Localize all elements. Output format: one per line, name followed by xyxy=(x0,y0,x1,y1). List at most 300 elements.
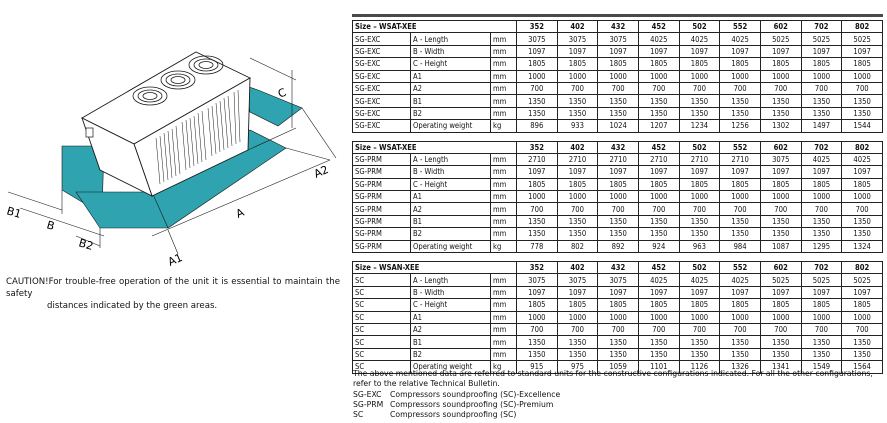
row-parameter: A2 xyxy=(411,82,491,94)
definition-code: SC xyxy=(353,410,364,419)
table-cell-value: 1097 xyxy=(679,166,720,178)
table-cell-value: 4025 xyxy=(679,33,720,45)
table-cell-value: 5025 xyxy=(760,274,801,286)
row-parameter: A1 xyxy=(411,191,491,203)
table-cell-value: 2710 xyxy=(720,153,761,165)
row-unit: mm xyxy=(491,323,517,335)
row-code: SG-PRM xyxy=(353,178,411,190)
table-cell-value: 1350 xyxy=(760,336,801,348)
table-cell-value: 1350 xyxy=(638,228,679,240)
table-cell-value: 1350 xyxy=(598,336,639,348)
row-unit: mm xyxy=(491,286,517,298)
table-cell-value: 1350 xyxy=(801,348,842,360)
model-column-header: 452 xyxy=(638,262,679,274)
table-row xyxy=(353,82,883,94)
table-cell-value: 1350 xyxy=(598,215,639,227)
table-row xyxy=(353,311,883,323)
table-cell-value: 1350 xyxy=(638,107,679,119)
table-cell-value: 700 xyxy=(842,203,883,215)
table-cell-value: 1000 xyxy=(557,70,598,82)
table-cell-value: 1097 xyxy=(557,286,598,298)
table-cell-value: 1097 xyxy=(720,166,761,178)
table-cell-value: 1350 xyxy=(720,348,761,360)
table-cell-value: 1000 xyxy=(801,191,842,203)
table-cell-value: 1805 xyxy=(638,299,679,311)
table-cell-value: 1805 xyxy=(842,299,883,311)
table-cell-value: 1805 xyxy=(760,58,801,70)
row-code: SG-PRM xyxy=(353,203,411,215)
table-cell-value: 896 xyxy=(517,120,558,132)
table-row xyxy=(353,58,883,70)
table-cell-value: 700 xyxy=(517,323,558,335)
row-parameter: C - Height xyxy=(411,299,491,311)
model-column-header: 402 xyxy=(557,21,598,33)
table-cell-value: 1350 xyxy=(801,215,842,227)
table-cell-value: 1805 xyxy=(842,178,883,190)
row-unit: mm xyxy=(491,70,517,82)
row-unit: mm xyxy=(491,191,517,203)
table-cell-value: 1000 xyxy=(760,191,801,203)
table-cell-value: 5025 xyxy=(801,274,842,286)
row-code: SG-PRM xyxy=(353,240,411,252)
table-cell-value: 1000 xyxy=(720,70,761,82)
table-cell-value: 4025 xyxy=(679,274,720,286)
table-cell-value: 1350 xyxy=(517,228,558,240)
table-cell-value: 1805 xyxy=(598,58,639,70)
row-code: SC xyxy=(353,311,411,323)
table-cell-value: 3075 xyxy=(598,274,639,286)
table-cell-value: 1097 xyxy=(760,286,801,298)
dim-label-b: B xyxy=(45,218,57,233)
table-cell-value: 1805 xyxy=(638,178,679,190)
table-row xyxy=(353,274,883,286)
notes xyxy=(353,369,883,420)
row-code: SC xyxy=(353,348,411,360)
table-cell-value: 892 xyxy=(598,240,639,252)
table-cell-value: 1350 xyxy=(638,348,679,360)
table-cell-value: 700 xyxy=(679,323,720,335)
row-unit: mm xyxy=(491,58,517,70)
model-column-header: 352 xyxy=(517,21,558,33)
row-unit: mm xyxy=(491,311,517,323)
dimension-tables xyxy=(352,20,883,374)
model-column-header: 702 xyxy=(801,21,842,33)
table-cell-value: 4025 xyxy=(638,274,679,286)
table-cell-value: 1805 xyxy=(598,299,639,311)
dim-label-c: C xyxy=(275,85,289,101)
row-code: SG-PRM xyxy=(353,153,411,165)
row-parameter: B1 xyxy=(411,336,491,348)
notes-text: The above mentioned data are referred to standard units for the constructive configurations indicated. For all the other configurations, refer to the relative Technical Bulletin. xyxy=(353,369,873,388)
row-code: SC xyxy=(353,274,411,286)
unit-clearance-diagram xyxy=(0,0,352,272)
table-cell-value: 4025 xyxy=(801,153,842,165)
row-parameter: C - Height xyxy=(411,58,491,70)
table-cell-value: 1097 xyxy=(598,286,639,298)
row-parameter: Operating weight xyxy=(411,240,491,252)
table-row xyxy=(353,299,883,311)
table-cell-value: 1295 xyxy=(801,240,842,252)
table-cell-value: 1350 xyxy=(557,215,598,227)
table-cell-value: 1087 xyxy=(760,240,801,252)
table-cell-value: 1805 xyxy=(720,299,761,311)
model-column-header: 402 xyxy=(557,262,598,274)
model-column-header: 432 xyxy=(598,141,639,153)
table-cell-value: 4025 xyxy=(720,33,761,45)
table-cell-value: 1024 xyxy=(598,120,639,132)
table-cell-value: 1805 xyxy=(598,178,639,190)
table-cell-value: 700 xyxy=(557,323,598,335)
table-cell-value: 1326 xyxy=(720,361,761,373)
table-title: Size – WSAT-XEE xyxy=(353,141,517,153)
table-cell-value: 700 xyxy=(517,82,558,94)
table-cell-value: 1000 xyxy=(760,311,801,323)
table-cell-value: 4025 xyxy=(720,274,761,286)
model-column-header: 802 xyxy=(842,21,883,33)
row-parameter: A - Length xyxy=(411,153,491,165)
table-cell-value: 1097 xyxy=(517,45,558,57)
dim-label-a1: A1 xyxy=(165,250,185,269)
table-cell-value: 1350 xyxy=(598,95,639,107)
table-cell-value: 1097 xyxy=(801,166,842,178)
spec-table xyxy=(352,141,883,254)
row-unit: kg xyxy=(491,240,517,252)
table-cell-value: 700 xyxy=(517,203,558,215)
model-column-header: 432 xyxy=(598,21,639,33)
table-cell-value: 1350 xyxy=(557,336,598,348)
row-unit: mm xyxy=(491,348,517,360)
table-cell-value: 1097 xyxy=(842,45,883,57)
row-code: SC xyxy=(353,286,411,298)
table-cell-value: 3075 xyxy=(557,274,598,286)
table-cell-value: 1341 xyxy=(760,361,801,373)
table-row xyxy=(353,323,883,335)
table-cell-value: 1350 xyxy=(842,107,883,119)
table-cell-value: 1324 xyxy=(842,240,883,252)
row-code: SG-EXC xyxy=(353,107,411,119)
row-code: SG-EXC xyxy=(353,45,411,57)
table-cell-value: 1126 xyxy=(679,361,720,373)
table-row xyxy=(353,240,883,252)
table-cell-value: 1097 xyxy=(557,166,598,178)
model-column-header: 602 xyxy=(760,262,801,274)
table-cell-value: 1805 xyxy=(517,299,558,311)
table-cell-value: 3075 xyxy=(517,274,558,286)
table-cell-value: 1805 xyxy=(801,178,842,190)
clearance-area-a2 xyxy=(246,86,302,126)
table-cell-value: 700 xyxy=(598,82,639,94)
row-parameter: Operating weight xyxy=(411,120,491,132)
table-cell-value: 1000 xyxy=(720,311,761,323)
table-cell-value: 4025 xyxy=(842,153,883,165)
table-cell-value: 700 xyxy=(842,82,883,94)
row-unit: kg xyxy=(491,361,517,373)
row-code: SG-PRM xyxy=(353,215,411,227)
table-row xyxy=(353,95,883,107)
row-parameter: B1 xyxy=(411,215,491,227)
row-code: SC xyxy=(353,336,411,348)
table-cell-value: 1097 xyxy=(720,45,761,57)
table-cell-value: 1000 xyxy=(638,191,679,203)
table-cell-value: 700 xyxy=(638,323,679,335)
model-column-header: 802 xyxy=(842,262,883,274)
model-column-header: 502 xyxy=(679,21,720,33)
table-cell-value: 802 xyxy=(557,240,598,252)
row-unit: kg xyxy=(491,120,517,132)
table-cell-value: 1350 xyxy=(842,215,883,227)
table-cell-value: 1000 xyxy=(801,311,842,323)
model-column-header: 552 xyxy=(720,141,761,153)
table-cell-value: 1350 xyxy=(517,215,558,227)
table-cell-value: 1097 xyxy=(760,45,801,57)
table-cell-value: 1097 xyxy=(679,45,720,57)
table-cell-value: 1000 xyxy=(720,191,761,203)
table-cell-value: 1097 xyxy=(842,286,883,298)
table-title: Size – WSAN-XEE xyxy=(353,262,517,274)
model-column-header: 352 xyxy=(517,141,558,153)
table-cell-value: 1097 xyxy=(679,286,720,298)
table-row xyxy=(353,228,883,240)
table-row xyxy=(353,178,883,190)
table-row xyxy=(353,33,883,45)
table-cell-value: 1302 xyxy=(760,120,801,132)
row-parameter: Operating weight xyxy=(411,361,491,373)
table-cell-value: 1097 xyxy=(598,45,639,57)
row-parameter: A1 xyxy=(411,311,491,323)
table-cell-value: 3075 xyxy=(557,33,598,45)
caution-line-1: CAUTION!For trouble-free operation of the unit it is essential to maintain the safety xyxy=(6,277,340,299)
table-row xyxy=(353,286,883,298)
table-row xyxy=(353,191,883,203)
definition-description: Compressors soundproofing (SC)-Premium xyxy=(390,400,554,409)
table-cell-value: 1000 xyxy=(679,70,720,82)
model-column-header: 602 xyxy=(760,141,801,153)
table-cell-value: 1350 xyxy=(638,95,679,107)
table-cell-value: 1544 xyxy=(842,120,883,132)
table-cell-value: 700 xyxy=(760,82,801,94)
table-cell-value: 1000 xyxy=(517,70,558,82)
table-cell-value: 1000 xyxy=(517,191,558,203)
spec-table xyxy=(352,20,883,133)
row-unit: mm xyxy=(491,178,517,190)
table-cell-value: 1350 xyxy=(801,107,842,119)
definition-description: Compressors soundproofing (SC)-Excellence xyxy=(390,390,561,399)
table-cell-value: 2710 xyxy=(517,153,558,165)
table-cell-value: 1805 xyxy=(517,178,558,190)
definition-code: SG-EXC xyxy=(353,390,382,399)
table-cell-value: 1805 xyxy=(679,58,720,70)
table-cell-value: 1000 xyxy=(638,311,679,323)
table-cell-value: 1350 xyxy=(638,336,679,348)
table-cell-value: 700 xyxy=(720,323,761,335)
table-cell-value: 1097 xyxy=(720,286,761,298)
row-parameter: A - Length xyxy=(411,33,491,45)
table-cell-value: 1350 xyxy=(638,215,679,227)
table-cell-value: 1805 xyxy=(760,178,801,190)
table-cell-value: 5025 xyxy=(842,33,883,45)
table-header-row xyxy=(353,262,883,274)
caution-note xyxy=(6,276,340,312)
table-cell-value: 1805 xyxy=(760,299,801,311)
table-cell-value: 1350 xyxy=(720,215,761,227)
table-cell-value: 700 xyxy=(842,323,883,335)
table-cell-value: 1805 xyxy=(720,178,761,190)
table-cell-value: 1000 xyxy=(638,70,679,82)
table-cell-value: 1000 xyxy=(842,191,883,203)
definition-item xyxy=(353,390,883,400)
table-cell-value: 1805 xyxy=(842,58,883,70)
table-cell-value: 1350 xyxy=(842,348,883,360)
table-cell-value: 1350 xyxy=(760,348,801,360)
table-cell-value: 1805 xyxy=(801,299,842,311)
table-cell-value: 1350 xyxy=(679,107,720,119)
row-parameter: C - Height xyxy=(411,178,491,190)
row-code: SG-EXC xyxy=(353,95,411,107)
model-column-header: 352 xyxy=(517,262,558,274)
table-cell-value: 2710 xyxy=(679,153,720,165)
table-cell-value: 2710 xyxy=(638,153,679,165)
definition-code: SG-PRM xyxy=(353,400,384,409)
table-cell-value: 1000 xyxy=(679,311,720,323)
model-column-header: 452 xyxy=(638,141,679,153)
table-cell-value: 1497 xyxy=(801,120,842,132)
table-row xyxy=(353,120,883,132)
table-cell-value: 1207 xyxy=(638,120,679,132)
table-header-row xyxy=(353,21,883,33)
table-top-rule xyxy=(352,14,883,17)
table-cell-value: 1805 xyxy=(801,58,842,70)
table-cell-value: 1350 xyxy=(598,228,639,240)
dim-label-b2: B2 xyxy=(77,236,95,253)
row-code: SG-EXC xyxy=(353,58,411,70)
row-unit: mm xyxy=(491,82,517,94)
table-cell-value: 1000 xyxy=(842,311,883,323)
table-cell-value: 1350 xyxy=(801,336,842,348)
table-cell-value: 3075 xyxy=(760,153,801,165)
table-cell-value: 1097 xyxy=(760,166,801,178)
table-cell-value: 1350 xyxy=(557,95,598,107)
table-cell-value: 700 xyxy=(760,323,801,335)
model-column-header: 502 xyxy=(679,262,720,274)
table-cell-value: 700 xyxy=(679,82,720,94)
row-parameter: B2 xyxy=(411,107,491,119)
table-cell-value: 1097 xyxy=(598,166,639,178)
row-parameter: B2 xyxy=(411,228,491,240)
table-cell-value: 3075 xyxy=(598,33,639,45)
table-cell-value: 1350 xyxy=(842,228,883,240)
table-cell-value: 5025 xyxy=(801,33,842,45)
model-column-header: 552 xyxy=(720,21,761,33)
table-cell-value: 1805 xyxy=(679,178,720,190)
table-cell-value: 1350 xyxy=(720,228,761,240)
table-row xyxy=(353,166,883,178)
table-cell-value: 1350 xyxy=(517,95,558,107)
row-code: SG-PRM xyxy=(353,191,411,203)
table-cell-value: 1097 xyxy=(557,45,598,57)
row-unit: mm xyxy=(491,336,517,348)
table-cell-value: 1350 xyxy=(517,348,558,360)
model-column-header: 402 xyxy=(557,141,598,153)
dim-label-b1: B1 xyxy=(5,204,23,221)
table-cell-value: 1000 xyxy=(557,311,598,323)
table-row xyxy=(353,203,883,215)
table-cell-value: 1350 xyxy=(679,95,720,107)
row-code: SC xyxy=(353,323,411,335)
row-unit: mm xyxy=(491,33,517,45)
table-cell-value: 700 xyxy=(801,82,842,94)
table-cell-value: 1097 xyxy=(517,166,558,178)
row-parameter: B - Width xyxy=(411,286,491,298)
table-cell-value: 1350 xyxy=(679,348,720,360)
clearance-area-b2 xyxy=(76,192,168,228)
table-cell-value: 700 xyxy=(638,82,679,94)
table-cell-value: 4025 xyxy=(638,33,679,45)
row-code: SC xyxy=(353,361,411,373)
table-cell-value: 1350 xyxy=(679,215,720,227)
table-cell-value: 1000 xyxy=(557,191,598,203)
spec-table xyxy=(352,261,883,374)
table-cell-value: 1350 xyxy=(801,95,842,107)
table-row xyxy=(353,70,883,82)
table-cell-value: 975 xyxy=(557,361,598,373)
table-title: Size – WSAT-XEE xyxy=(353,21,517,33)
dim-label-a2: A2 xyxy=(311,162,331,181)
row-unit: mm xyxy=(491,107,517,119)
table-cell-value: 1350 xyxy=(517,107,558,119)
table-cell-value: 778 xyxy=(517,240,558,252)
row-unit: mm xyxy=(491,153,517,165)
table-cell-value: 700 xyxy=(720,82,761,94)
table-row xyxy=(353,107,883,119)
table-cell-value: 1097 xyxy=(638,286,679,298)
model-column-header: 602 xyxy=(760,21,801,33)
row-parameter: A2 xyxy=(411,323,491,335)
table-cell-value: 1000 xyxy=(679,191,720,203)
table-cell-value: 2710 xyxy=(557,153,598,165)
model-column-header: 452 xyxy=(638,21,679,33)
table-row xyxy=(353,153,883,165)
row-parameter: B - Width xyxy=(411,45,491,57)
table-cell-value: 700 xyxy=(720,203,761,215)
table-cell-value: 1805 xyxy=(557,178,598,190)
table-gap xyxy=(352,253,883,261)
table-cell-value: 1350 xyxy=(760,215,801,227)
dim-label-a: A xyxy=(233,205,247,221)
row-code: SG-EXC xyxy=(353,120,411,132)
table-cell-value: 1350 xyxy=(842,95,883,107)
table-cell-value: 1097 xyxy=(801,286,842,298)
row-code: SG-EXC xyxy=(353,82,411,94)
row-parameter: B - Width xyxy=(411,166,491,178)
row-unit: mm xyxy=(491,299,517,311)
table-cell-value: 3075 xyxy=(517,33,558,45)
row-unit: mm xyxy=(491,45,517,57)
table-cell-value: 1805 xyxy=(638,58,679,70)
row-unit: mm xyxy=(491,274,517,286)
table-cell-value: 700 xyxy=(557,82,598,94)
table-cell-value: 1805 xyxy=(720,58,761,70)
table-cell-value: 1805 xyxy=(679,299,720,311)
table-cell-value: 1000 xyxy=(598,191,639,203)
table-cell-value: 1000 xyxy=(517,311,558,323)
table-cell-value: 700 xyxy=(679,203,720,215)
row-parameter: A1 xyxy=(411,70,491,82)
table-cell-value: 924 xyxy=(638,240,679,252)
table-cell-value: 1805 xyxy=(557,299,598,311)
table-cell-value: 1097 xyxy=(517,286,558,298)
table-cell-value: 1350 xyxy=(760,95,801,107)
table-cell-value: 1101 xyxy=(638,361,679,373)
